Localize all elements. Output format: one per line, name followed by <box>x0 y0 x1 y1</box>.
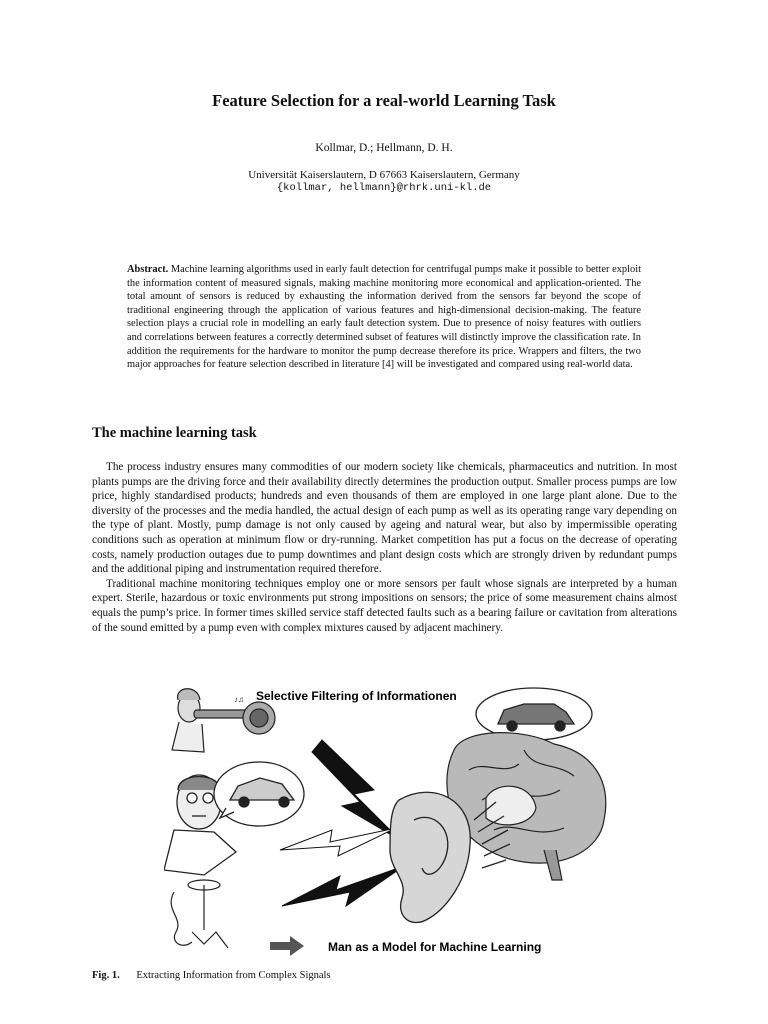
man-thinking-drawing <box>164 762 304 875</box>
author-email: {kollmar, hellmann}@rhrk.uni-kl.de <box>276 182 492 194</box>
paper-authors: Kollmar, D.; Hellmann, D. H. <box>315 142 453 154</box>
figure-caption-label: Fig. 1. <box>92 970 120 981</box>
abstract <box>127 263 641 372</box>
arrow-icon <box>270 936 304 956</box>
section-body <box>92 460 677 635</box>
affiliation-block <box>0 169 768 195</box>
figure-caption-text: Extracting Information from Complex Signals <box>136 970 331 981</box>
brain-drawing <box>447 733 606 880</box>
figure-bottom-text: Man as a Model for Machine Learning <box>328 940 542 954</box>
affiliation: Universität Kaiserslautern, D 67663 Kaiserslautern, Germany <box>248 169 520 181</box>
section-heading: The machine learning task <box>92 425 257 441</box>
lightning-bolts <box>280 740 404 906</box>
abstract-label: Abstract. <box>127 264 169 275</box>
figure-top-text: Selective Filtering of Informationen <box>256 689 457 703</box>
figure-illustration <box>164 680 614 960</box>
svg-text:♪♫: ♪♫ <box>234 695 244 704</box>
abstract-text: Machine learning algorithms used in early fault detection for centrifugal pumps make it possible to better exploit the information content of measured signals, making machine monitoring more economical and application-oriented. The total amount of sensors is reduced by exhausting the information derived from the sensors far beyond the scope of traditional engineering through the application of various features and high-dimensional decision-making. The feature selection plays a crucial role in modelling an early fault detection system. Due to presence of noisy features with outliers and correlations between features a correctly determined subset of features will distinctly improve the classification rate. In addition the requirements for the hardware to monitor the pump decrease therefore its price. Wrappers and filters, the two major approaches for feature selection described in literature [4] will be investigated and compared using real-world data. <box>127 264 641 371</box>
paragraph: The process industry ensures many commodities of our modern society like chemicals, pharmaceutics and nutrition. In most plants pumps are the driving force and their availability directly determines the production output. Smaller process pumps are low price, highly standardised products; hundreds and even thousands of them are employed in one large plant alone. Due to the diversity of the processes and the media handled, the actual design of each pump as well as its operating range vary depending on the type of plant. Mostly, pump damage is not only caused by ageing and natural wear, but also by impermissible operating conditions such as operation at minimum flow or dry-running. Market competition has put a focus on the decrease of operating costs, namely production outages due to pump downtimes and plant design costs which are strongly driven by redundant pumps and the additional piping and instrumentation required therefore. <box>92 461 677 576</box>
paragraph: Traditional machine monitoring techniques employ one or more sensors per fault whose signals are interpreted by a human expert. Sterile, hazardous or toxic environments put strong impositions on sensors; the price of some measurement chains almost equals the pump’s price. In former times skilled service staff detected faults such as a bearing failure or cavitation from alterations of the sound emitted by a pump even with complex mixtures caused by adjacent machinery. <box>92 577 677 634</box>
figure-caption <box>92 970 331 981</box>
pump-sensor-drawing <box>171 880 228 948</box>
paper-title: Feature Selection for a real-world Learning Task <box>212 91 556 110</box>
